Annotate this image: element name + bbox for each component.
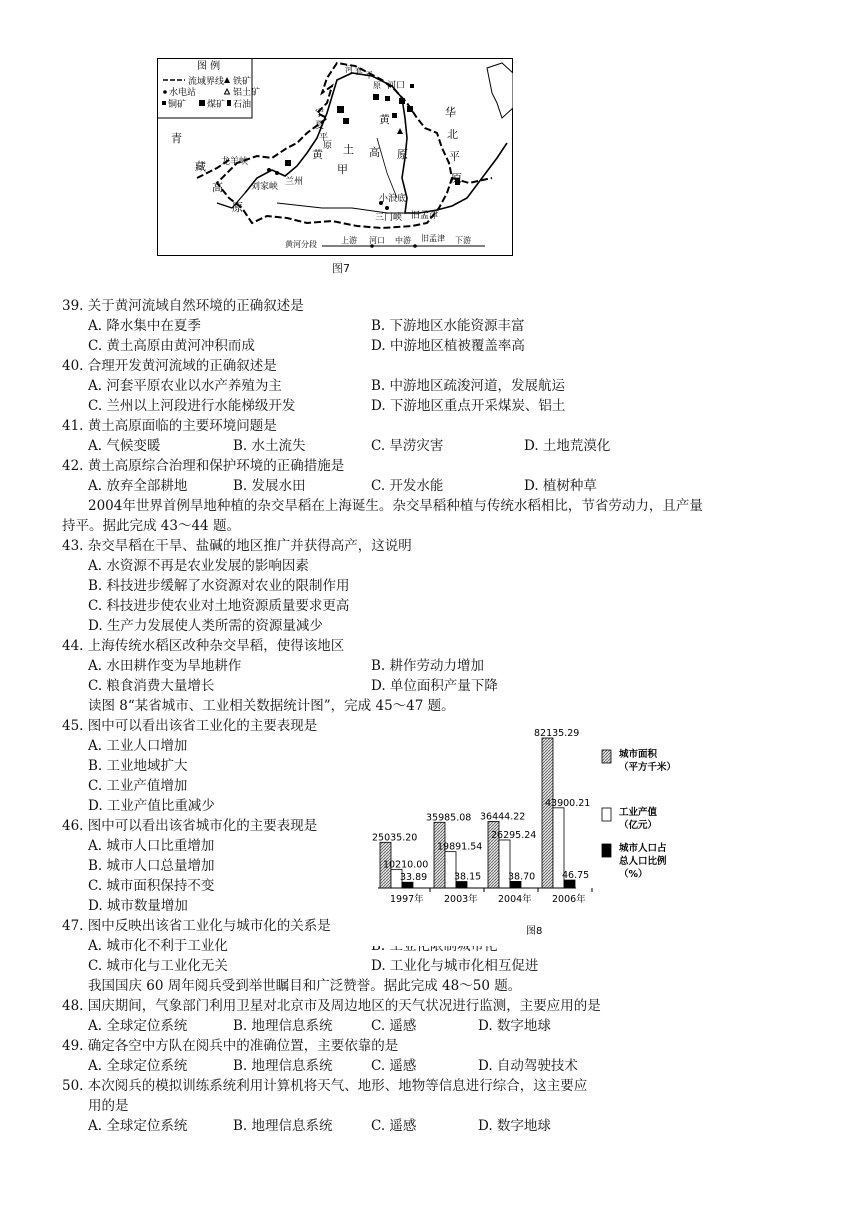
q44-option-b[interactable]: B. 耕作劳动力增加 — [371, 658, 485, 674]
q50-stem-cont: 用的是 — [88, 1098, 129, 1114]
q40-option-a[interactable]: A. 河套平原农业以水产养殖为主 — [88, 378, 282, 394]
q40-stem: 40. 合理开发黄河流域的正确叙述是 — [62, 358, 277, 374]
legend-hydro: 水电站 — [169, 88, 197, 98]
label-xiaolangdi: 小浪底 — [379, 194, 407, 204]
q45-option-c[interactable]: C. 工业产值增加 — [88, 778, 188, 794]
q50-option-b[interactable]: B. 地理信息系统 — [233, 1118, 333, 1134]
label-hetao-he: 河 — [345, 65, 353, 74]
data-label-1997年-s1: 10210.00 — [383, 859, 429, 871]
label-zang: 藏 — [195, 160, 206, 173]
label-yuan2: 原 — [397, 148, 408, 161]
q39-option-c[interactable]: C. 黄土高原由黄河冲积而成 — [88, 338, 255, 354]
label-bei: 北 — [447, 128, 458, 141]
q42-option-c[interactable]: C. 开发水能 — [371, 478, 444, 494]
q48-option-a[interactable]: A. 全球定位系统 — [88, 1018, 188, 1034]
legend-label-2-0: 城市人口占 — [619, 843, 667, 854]
label-hua: 华 — [445, 106, 456, 119]
q41-option-d[interactable]: D. 土地荒漠化 — [524, 438, 611, 454]
data-label-2003年-s2: 38.15 — [454, 871, 482, 883]
legend-swatch-1 — [602, 808, 611, 821]
label-liujiaxia: 刘家峡 — [251, 182, 279, 192]
q48-option-b[interactable]: B. 地理信息系统 — [233, 1018, 333, 1034]
q41-stem: 41. 黄土高原面临的主要环境问题是 — [62, 418, 277, 434]
segment-middle: 中游 — [395, 236, 411, 245]
q42-option-a[interactable]: A. 放弃全部耕地 — [88, 478, 188, 494]
city-industry-chart — [362, 716, 706, 946]
data-label-2006年-s1: 43900.21 — [545, 797, 591, 809]
legend-label-2-1: 总人口比例 — [619, 856, 667, 867]
label-hekou: 河口 — [387, 81, 406, 91]
q44-option-d[interactable]: D. 单位面积产量下降 — [371, 678, 498, 694]
legend-label-0-0: 城市面积 — [619, 749, 658, 760]
q43-option-d[interactable]: D. 生产力发展使人类所需的资源量减少 — [88, 618, 323, 634]
q48-stem: 48. 国庆期间，气象部门利用卫星对北京市及周边地区的天气状况进行监测，主要应用的是 — [62, 998, 601, 1014]
q40-option-b[interactable]: B. 中游地区疏浚河道，发展航运 — [371, 378, 566, 394]
q39-option-d[interactable]: D. 中游地区植被覆盖率高 — [371, 338, 525, 354]
q48-option-c[interactable]: C. 遥感 — [371, 1018, 417, 1034]
q41-option-c[interactable]: C. 旱涝灾害 — [371, 438, 444, 454]
label-gao2: 高 — [369, 146, 380, 159]
q44-option-a[interactable]: A. 水田耕作变为旱地耕作 — [88, 658, 242, 674]
label-lanzhou: 兰州 — [285, 177, 304, 187]
chart-caption: 图8 — [526, 926, 543, 937]
q43-option-b[interactable]: B. 科技进步缓解了水资源对农业的限制作用 — [88, 578, 350, 594]
q46-option-c[interactable]: C. 城市面积保持不变 — [88, 878, 215, 894]
data-label-2004年-s1: 26295.24 — [491, 829, 537, 841]
data-label-2006年-s0: 82135.29 — [534, 728, 580, 739]
segment-hekou: 河口 — [369, 236, 385, 245]
q39-option-b[interactable]: B. 下游地区水能资源丰富 — [371, 318, 525, 334]
q50-stem: 50. 本次阅兵的模拟训练系统利用计算机将天气、地形、地物等信息进行综合，这主要应 — [62, 1078, 588, 1094]
q50-option-d[interactable]: D. 数字地球 — [478, 1118, 551, 1134]
q47-stem: 47. 图中反映出该省工业化与城市化的关系是 — [62, 918, 331, 934]
yellow-river-map — [157, 58, 513, 256]
label-hetao-yuan: 原 — [373, 81, 381, 90]
passage3: 我国国庆 60 周年阅兵受到举世瞩目和广泛赞誉。据此完成 48～50 题。 — [88, 978, 522, 994]
label-ping: 平 — [319, 133, 329, 143]
q50-option-a[interactable]: A. 全球定位系统 — [88, 1118, 188, 1134]
legend-coal: 煤矿 — [207, 100, 226, 110]
bar-2003年-s0 — [434, 822, 445, 888]
label-ning: 宁 — [315, 109, 325, 119]
q42-stem: 42. 黄土高原综合治理和保护环境的正确措施是 — [62, 458, 345, 474]
chart-legend — [602, 748, 676, 880]
data-label-2003年-s1: 19891.54 — [437, 841, 483, 853]
label-hebei-yuan: 原 — [451, 172, 462, 185]
segment-upper: 上游 — [341, 236, 357, 245]
q47-option-d[interactable]: D. 工业化与城市化相互促进 — [371, 958, 539, 974]
q40-option-d[interactable]: D. 下游地区重点开采煤炭、铝土 — [371, 398, 566, 414]
legend-label-0-1: （平方千米） — [619, 762, 677, 773]
q46-option-d[interactable]: D. 城市数量增加 — [88, 898, 188, 914]
legend-label-2-2: （%） — [619, 869, 648, 880]
legend-label-1-1: （亿元） — [619, 820, 658, 831]
legend-swatch-2 — [602, 844, 611, 857]
label-qing: 青 — [171, 132, 182, 145]
segment-label: 黄河分段 — [285, 240, 317, 249]
legend-boundary: 流域界线 — [188, 77, 225, 87]
q44-stem: 44. 上海传统水稻区改种杂交旱稻，使得该地区 — [62, 638, 345, 654]
legend-label-1-0: 工业产值 — [619, 807, 658, 818]
q39-option-a[interactable]: A. 降水集中在夏季 — [88, 318, 201, 334]
q48-option-d[interactable]: D. 数字地球 — [478, 1018, 551, 1034]
q45-option-d[interactable]: D. 工业产值比重减少 — [88, 798, 215, 814]
q49-option-c[interactable]: C. 遥感 — [371, 1058, 417, 1074]
label-huang-tu: 黄 — [312, 148, 323, 161]
label-hetao-ping: 平 — [365, 71, 373, 80]
label-hetao-tao: 套 — [355, 67, 363, 76]
q47-option-b[interactable]: B. 工业化限制城市化 — [371, 938, 498, 954]
q43-stem: 43. 杂交旱稻在干旱、盐碱的地区推广并获得高产，这说明 — [62, 538, 412, 554]
label-sanmenxia: 三门峡 — [375, 213, 403, 223]
q45-stem: 45. 图中可以看出该省工业化的主要表现是 — [62, 718, 318, 734]
q49-option-b[interactable]: B. 地理信息系统 — [233, 1058, 333, 1074]
tick-label-2004年: 2004年 — [498, 894, 532, 905]
q49-option-a[interactable]: A. 全球定位系统 — [88, 1058, 188, 1074]
label-jiumengjin: 旧孟津 — [411, 211, 439, 221]
tick-label-2006年: 2006年 — [552, 894, 586, 905]
q47-option-c[interactable]: C. 城市化与工业化无关 — [88, 958, 228, 974]
legend-iron: 铁矿 — [233, 77, 252, 87]
q49-stem: 49. 确定各空中方队在阅兵中的准确位置，主要依靠的是 — [62, 1038, 399, 1054]
legend-swatch-0 — [602, 750, 611, 763]
label-xia: 夏 — [315, 121, 325, 131]
data-label-2004年-s0: 36444.22 — [480, 811, 526, 823]
q45-option-b[interactable]: B. 工业地域扩大 — [88, 758, 188, 774]
q45-option-a[interactable]: A. 工业人口增加 — [88, 738, 188, 754]
q39-stem: 39. 关于黄河流域自然环境的正确叙述是 — [62, 298, 304, 314]
segment-lower: 下游 — [455, 236, 471, 245]
passage2: 读图 8“某省城市、工业相关数据统计图”，完成 45～47 题。 — [88, 698, 455, 714]
q46-stem: 46. 图中可以看出该省城市化的主要表现是 — [62, 818, 318, 834]
q49-option-d[interactable]: D. 自动驾驶技术 — [478, 1058, 578, 1074]
q41-option-a[interactable]: A. 气候变暖 — [88, 438, 161, 454]
passage1-line2: 持平。据此完成 43～44 题。 — [62, 518, 240, 534]
label-yuan3: 原 — [323, 141, 333, 151]
q44-option-c[interactable]: C. 粮食消费大量增长 — [88, 678, 215, 694]
label-longyangxia: 龙羊峡 — [221, 157, 249, 167]
q42-option-b[interactable]: B. 发展水田 — [233, 478, 306, 494]
data-label-1997年-s0: 25035.20 — [372, 832, 418, 844]
q46-option-b[interactable]: B. 城市人口总量增加 — [88, 858, 215, 874]
legend-oil: 石油 — [233, 100, 252, 110]
tick-label-2003年: 2003年 — [444, 894, 478, 905]
bar-2003年-s1 — [445, 852, 456, 888]
data-label-2004年-s2: 38.70 — [508, 871, 536, 883]
label-gao: 高 — [212, 181, 223, 194]
label-tu: 土 — [343, 143, 354, 156]
bar-2006年-s0 — [542, 738, 553, 888]
q50-option-c[interactable]: C. 遥感 — [371, 1118, 417, 1134]
q42-option-d[interactable]: D. 植树种草 — [524, 478, 597, 494]
legend-bauxite: 铝土矿 — [233, 88, 261, 98]
passage1-line1: 2004年世界首例旱地种植的杂交旱稻在上海诞生。杂交旱稻种植与传统水稻相比，节省劳动力，且产量 — [88, 498, 703, 514]
q46-option-a[interactable]: A. 城市人口比重增加 — [88, 838, 215, 854]
tick-label-1997年: 1997年 — [390, 894, 424, 905]
q40-option-c[interactable]: C. 兰州以上河段进行水能梯级开发 — [88, 398, 296, 414]
segment-jiumengjin: 旧孟津 — [421, 234, 445, 243]
label-jia: 甲 — [337, 163, 348, 176]
q41-option-b[interactable]: B. 水土流失 — [233, 438, 306, 454]
bar-2006年-s2 — [564, 880, 575, 888]
q43-option-c[interactable]: C. 科技进步使农业对土地资源质量要求更高 — [88, 598, 350, 614]
data-label-1997年-s2: 33.89 — [400, 872, 428, 884]
data-label-2006年-s2: 46.75 — [562, 870, 590, 882]
label-he1: 黄 — [379, 113, 390, 126]
q47-option-a[interactable]: A. 城市化不利于工业化 — [88, 938, 228, 954]
q43-option-a[interactable]: A. 水资源不再是农业发展的影响因素 — [88, 558, 309, 574]
data-label-2003年-s0: 35985.08 — [426, 812, 472, 824]
legend-copper: 铜矿 — [168, 100, 187, 110]
label-hebei-ping: 平 — [449, 150, 460, 163]
label-yuan: 原 — [232, 201, 243, 214]
map-caption: 图7 — [332, 262, 350, 275]
legend-title: 图 例 — [197, 61, 221, 72]
